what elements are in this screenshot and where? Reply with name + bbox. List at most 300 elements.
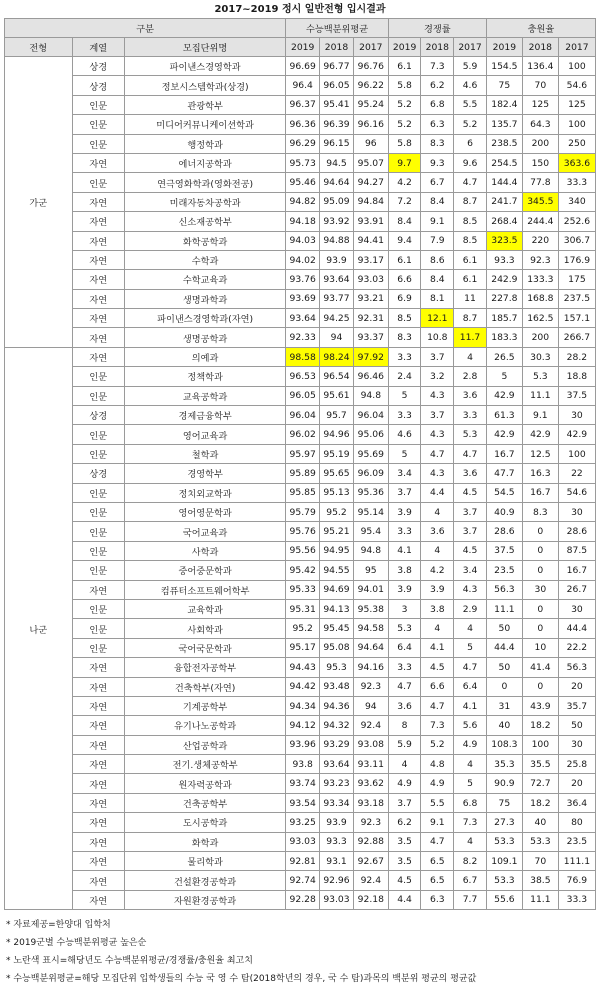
score-cell: 95.79: [286, 502, 320, 521]
footnote: * 노란색 표시=해당년도 수능백분위평균/경쟁률/충원율 최고치: [6, 956, 253, 967]
score-cell: 98.58: [286, 347, 320, 366]
category-cell: 인문: [72, 599, 124, 618]
score-cell: 94.34: [286, 696, 320, 715]
competition-cell: 4.7: [421, 832, 454, 851]
competition-cell: 5: [454, 638, 487, 657]
table-row: [5, 173, 596, 192]
fill-rate-cell: 5.3: [522, 367, 558, 386]
fill-rate-cell: 238.5: [486, 134, 522, 153]
header-fill-rate-group: 충원율: [486, 19, 595, 38]
fill-rate-cell: 50: [486, 658, 522, 677]
fill-rate-cell: 18.2: [522, 793, 558, 812]
competition-cell: 4.7: [454, 658, 487, 677]
fill-rate-cell: 47.7: [486, 464, 522, 483]
score-cell: 93.29: [320, 735, 354, 754]
score-cell: 93.92: [320, 212, 354, 231]
competition-cell: 4.6: [388, 425, 421, 444]
fill-rate-cell: 8.3: [522, 502, 558, 521]
competition-cell: 3.7: [388, 483, 421, 502]
fill-rate-cell: 200: [522, 328, 558, 347]
competition-cell: 4.7: [454, 444, 487, 463]
fill-rate-cell: 18.2: [522, 716, 558, 735]
fill-rate-cell: 30: [558, 502, 595, 521]
score-cell: 96.54: [320, 367, 354, 386]
competition-cell: 4.5: [388, 871, 421, 890]
unit-name-cell: 경제금융학부: [124, 406, 285, 425]
fill-rate-cell: 268.4: [486, 212, 522, 231]
fill-rate-cell: 42.9: [486, 386, 522, 405]
score-cell: 95.14: [353, 502, 388, 521]
competition-cell: 8.1: [421, 289, 454, 308]
competition-cell: 3.5: [388, 852, 421, 871]
competition-cell: 7.3: [454, 813, 487, 832]
fill-rate-cell: 70: [522, 76, 558, 95]
score-cell: 93.9: [320, 813, 354, 832]
category-cell: 상경: [72, 76, 124, 95]
category-cell: 자연: [72, 328, 124, 347]
score-cell: 93.03: [286, 832, 320, 851]
category-cell: 자연: [72, 852, 124, 871]
unit-name-cell: 신소재공학부: [124, 212, 285, 231]
fill-rate-cell: 363.6: [558, 153, 595, 172]
competition-cell: 5.5: [454, 95, 487, 114]
fill-rate-cell: 16.7: [486, 444, 522, 463]
competition-cell: 10.8: [421, 328, 454, 347]
score-cell: 93.23: [320, 774, 354, 793]
table-row: [5, 774, 596, 793]
fill-rate-cell: 92.3: [522, 250, 558, 269]
unit-name-cell: 물리학과: [124, 852, 285, 871]
unit-name-cell: 화학과: [124, 832, 285, 851]
fill-rate-cell: 250: [558, 134, 595, 153]
score-cell: 93.3: [320, 832, 354, 851]
category-cell: 자연: [72, 871, 124, 890]
category-cell: 자연: [72, 735, 124, 754]
fill-rate-cell: 36.4: [558, 793, 595, 812]
competition-cell: 8.7: [454, 192, 487, 211]
fill-rate-cell: 33.3: [558, 890, 595, 909]
competition-cell: 9.1: [421, 212, 454, 231]
fill-rate-cell: 35.7: [558, 696, 595, 715]
competition-cell: 6.3: [421, 115, 454, 134]
unit-name-cell: 국어교육과: [124, 522, 285, 541]
competition-cell: 8.4: [421, 270, 454, 289]
competition-cell: 3.3: [388, 658, 421, 677]
fill-rate-cell: 182.4: [486, 95, 522, 114]
competition-cell: 5.9: [388, 735, 421, 754]
category-cell: 인문: [72, 134, 124, 153]
fill-rate-cell: 38.5: [522, 871, 558, 890]
competition-cell: 6.9: [388, 289, 421, 308]
category-cell: 인문: [72, 638, 124, 657]
score-cell: 94.8: [353, 541, 388, 560]
unit-name-cell: 에너지공학과: [124, 153, 285, 172]
score-cell: 95.38: [353, 599, 388, 618]
score-cell: 94.42: [286, 677, 320, 696]
fill-rate-cell: 18.8: [558, 367, 595, 386]
competition-cell: 6.2: [421, 76, 454, 95]
competition-cell: 4.5: [454, 483, 487, 502]
competition-cell: 6.5: [421, 871, 454, 890]
fill-rate-cell: 5: [486, 367, 522, 386]
unit-name-cell: 건설환경공학과: [124, 871, 285, 890]
competition-cell: 2.4: [388, 367, 421, 386]
score-cell: 95.09: [320, 192, 354, 211]
unit-name-cell: 산업공학과: [124, 735, 285, 754]
category-cell: 자연: [72, 212, 124, 231]
score-cell: 94.36: [320, 696, 354, 715]
fill-rate-cell: 30: [522, 580, 558, 599]
competition-cell: 5.2: [454, 115, 487, 134]
fill-rate-cell: 237.5: [558, 289, 595, 308]
unit-name-cell: 사회학과: [124, 619, 285, 638]
score-cell: 96.05: [286, 386, 320, 405]
fill-rate-cell: 31: [486, 696, 522, 715]
score-cell: 93.25: [286, 813, 320, 832]
score-cell: 94.96: [320, 425, 354, 444]
category-cell: 인문: [72, 561, 124, 580]
competition-cell: 6.1: [388, 250, 421, 269]
unit-name-cell: 교육학과: [124, 599, 285, 618]
fill-rate-cell: 340: [558, 192, 595, 211]
fill-rate-cell: 76.9: [558, 871, 595, 890]
competition-cell: 9.6: [454, 153, 487, 172]
competition-cell: 6.8: [454, 793, 487, 812]
score-cell: 95.31: [286, 599, 320, 618]
table-row: [5, 541, 596, 560]
page-title: 2017~2019 정시 일반전형 입시결과: [214, 4, 386, 15]
score-cell: 94.13: [320, 599, 354, 618]
fill-rate-cell: 254.5: [486, 153, 522, 172]
fill-rate-cell: 56.3: [558, 658, 595, 677]
header-year: 2018: [421, 38, 454, 57]
competition-cell: 5.6: [454, 716, 487, 735]
table-row: [5, 231, 596, 250]
unit-name-cell: 생명과학과: [124, 289, 285, 308]
competition-cell: 3.7: [421, 406, 454, 425]
table-row: [5, 270, 596, 289]
category-cell: 자연: [72, 677, 124, 696]
score-cell: 95: [353, 561, 388, 580]
table-row: [5, 619, 596, 638]
competition-cell: 5.9: [454, 57, 487, 76]
score-cell: 94.18: [286, 212, 320, 231]
table-row: [5, 309, 596, 328]
competition-cell: 4.9: [388, 774, 421, 793]
score-cell: 96.15: [320, 134, 354, 153]
table-row: [5, 57, 596, 76]
fill-rate-cell: 9.1: [522, 406, 558, 425]
category-cell: 인문: [72, 541, 124, 560]
table-row: [5, 134, 596, 153]
table-row: [5, 406, 596, 425]
fill-rate-cell: 0: [522, 677, 558, 696]
competition-cell: 4.2: [421, 561, 454, 580]
header-score-group: 수능백분위평균: [286, 19, 388, 38]
competition-cell: 7.2: [388, 192, 421, 211]
score-cell: 93.03: [320, 890, 354, 909]
competition-cell: 6.2: [388, 813, 421, 832]
footnote: * 2019군별 수능백분위평균 높은순: [6, 938, 147, 949]
unit-name-cell: 기계공학부: [124, 696, 285, 715]
competition-cell: 8.7: [454, 309, 487, 328]
competition-cell: 5.2: [388, 115, 421, 134]
fill-rate-cell: 54.6: [558, 483, 595, 502]
table-row: [5, 890, 596, 909]
table-row: [5, 425, 596, 444]
score-cell: 95.4: [353, 522, 388, 541]
header-year: 2017: [558, 38, 595, 57]
fill-rate-cell: 30: [558, 599, 595, 618]
score-cell: 93.77: [320, 289, 354, 308]
fill-rate-cell: 54.6: [558, 76, 595, 95]
category-cell: 자연: [72, 832, 124, 851]
fill-rate-cell: 108.3: [486, 735, 522, 754]
fill-rate-cell: 100: [558, 57, 595, 76]
score-cell: 95.2: [320, 502, 354, 521]
score-cell: 93.74: [286, 774, 320, 793]
score-cell: 94.69: [320, 580, 354, 599]
fill-rate-cell: 252.6: [558, 212, 595, 231]
unit-name-cell: 관광학부: [124, 95, 285, 114]
score-cell: 93.48: [320, 677, 354, 696]
fill-rate-cell: 75: [486, 793, 522, 812]
table-row: [5, 599, 596, 618]
fill-rate-cell: 16.3: [522, 464, 558, 483]
fill-rate-cell: 133.3: [522, 270, 558, 289]
score-cell: 93.69: [286, 289, 320, 308]
score-cell: 93.17: [353, 250, 388, 269]
competition-cell: 3.5: [388, 832, 421, 851]
score-cell: 98.24: [320, 347, 354, 366]
unit-name-cell: 사학과: [124, 541, 285, 560]
fill-rate-cell: 28.6: [558, 522, 595, 541]
score-cell: 96.29: [286, 134, 320, 153]
competition-cell: 8.3: [388, 328, 421, 347]
category-cell: 자연: [72, 192, 124, 211]
score-cell: 95.45: [320, 619, 354, 638]
fill-rate-cell: 56.3: [486, 580, 522, 599]
table-row: [5, 696, 596, 715]
competition-cell: 3.7: [454, 522, 487, 541]
category-cell: 자연: [72, 716, 124, 735]
unit-name-cell: 건축공학부: [124, 793, 285, 812]
competition-cell: 2.9: [454, 599, 487, 618]
competition-cell: 4.5: [454, 541, 487, 560]
competition-cell: 4: [421, 619, 454, 638]
score-cell: 96.39: [320, 115, 354, 134]
unit-name-cell: 중어중문학과: [124, 561, 285, 580]
unit-name-cell: 정보시스템학과(상경): [124, 76, 285, 95]
competition-cell: 5.3: [388, 619, 421, 638]
competition-cell: 3.7: [421, 347, 454, 366]
fill-rate-cell: 55.6: [486, 890, 522, 909]
table-row: [5, 367, 596, 386]
score-cell: 93.64: [320, 270, 354, 289]
unit-name-cell: 철학과: [124, 444, 285, 463]
score-cell: 93.21: [353, 289, 388, 308]
fill-rate-cell: 0: [522, 561, 558, 580]
fill-rate-cell: 185.7: [486, 309, 522, 328]
competition-cell: 3.9: [388, 502, 421, 521]
unit-name-cell: 행정학과: [124, 134, 285, 153]
score-cell: 93.1: [320, 852, 354, 871]
fill-rate-cell: 90.9: [486, 774, 522, 793]
footnote: * 자료제공=한양대 입학처: [6, 920, 111, 931]
unit-name-cell: 국어국문학과: [124, 638, 285, 657]
score-cell: 95.08: [320, 638, 354, 657]
table-row: [5, 444, 596, 463]
competition-cell: 3.7: [388, 793, 421, 812]
table-row: [5, 522, 596, 541]
competition-cell: 4: [388, 755, 421, 774]
competition-cell: 5: [388, 444, 421, 463]
score-cell: 93.8: [286, 755, 320, 774]
fill-rate-cell: 125: [522, 95, 558, 114]
competition-cell: 7.7: [454, 890, 487, 909]
unit-name-cell: 생명공학과: [124, 328, 285, 347]
fill-rate-cell: 22: [558, 464, 595, 483]
unit-name-cell: 도시공학과: [124, 813, 285, 832]
competition-cell: 8.4: [388, 212, 421, 231]
score-cell: 93.18: [353, 793, 388, 812]
competition-cell: 4.9: [421, 774, 454, 793]
competition-cell: 4.7: [421, 696, 454, 715]
fill-rate-cell: 72.7: [522, 774, 558, 793]
category-cell: 자연: [72, 347, 124, 366]
unit-name-cell: 건축학부(자연): [124, 677, 285, 696]
competition-cell: 4.9: [454, 735, 487, 754]
competition-cell: 6.7: [454, 871, 487, 890]
table-row: [5, 289, 596, 308]
fill-rate-cell: 43.9: [522, 696, 558, 715]
score-cell: 94.43: [286, 658, 320, 677]
fill-rate-cell: 242.9: [486, 270, 522, 289]
score-cell: 97.92: [353, 347, 388, 366]
competition-cell: 8: [388, 716, 421, 735]
competition-cell: 9.4: [388, 231, 421, 250]
fill-rate-cell: 100: [558, 444, 595, 463]
fill-rate-cell: 42.9: [522, 425, 558, 444]
category-cell: 인문: [72, 483, 124, 502]
competition-cell: 4: [421, 502, 454, 521]
competition-cell: 9.3: [421, 153, 454, 172]
score-cell: 93.54: [286, 793, 320, 812]
competition-cell: 6.4: [388, 638, 421, 657]
competition-cell: 4.4: [388, 890, 421, 909]
competition-cell: 6.1: [454, 250, 487, 269]
fill-rate-cell: 135.7: [486, 115, 522, 134]
score-cell: 95.65: [320, 464, 354, 483]
score-cell: 95.41: [320, 95, 354, 114]
competition-cell: 4.7: [454, 173, 487, 192]
table-row: [5, 76, 596, 95]
unit-name-cell: 교육공학과: [124, 386, 285, 405]
table-row: [5, 464, 596, 483]
score-cell: 96.46: [353, 367, 388, 386]
competition-cell: 3.2: [421, 367, 454, 386]
fill-rate-cell: 323.5: [486, 231, 522, 250]
fill-rate-cell: 176.9: [558, 250, 595, 269]
score-cell: 93.96: [286, 735, 320, 754]
category-cell: 상경: [72, 406, 124, 425]
score-cell: 92.4: [353, 871, 388, 890]
competition-cell: 6.4: [454, 677, 487, 696]
competition-cell: 3.6: [388, 696, 421, 715]
competition-cell: 3.9: [421, 580, 454, 599]
header-year: 2019: [286, 38, 320, 57]
category-cell: 상경: [72, 464, 124, 483]
category-cell: 자연: [72, 309, 124, 328]
score-cell: 96.4: [286, 76, 320, 95]
table-row: [5, 502, 596, 521]
fill-rate-cell: 100: [522, 735, 558, 754]
competition-cell: 4: [454, 832, 487, 851]
competition-cell: 4.1: [421, 638, 454, 657]
score-cell: 92.81: [286, 852, 320, 871]
competition-cell: 3.3: [454, 406, 487, 425]
category-cell: 자연: [72, 813, 124, 832]
fill-rate-cell: 28.2: [558, 347, 595, 366]
score-cell: 94.25: [320, 309, 354, 328]
fill-rate-cell: 16.7: [522, 483, 558, 502]
score-cell: 94.88: [320, 231, 354, 250]
score-cell: 93.37: [353, 328, 388, 347]
fill-rate-cell: 28.6: [486, 522, 522, 541]
category-cell: 인문: [72, 522, 124, 541]
fill-rate-cell: 306.7: [558, 231, 595, 250]
table-row: [5, 483, 596, 502]
score-cell: 92.4: [353, 716, 388, 735]
score-cell: 95.19: [320, 444, 354, 463]
competition-cell: 2.8: [454, 367, 487, 386]
score-cell: 93.9: [320, 250, 354, 269]
fill-rate-cell: 220: [522, 231, 558, 250]
score-cell: 92.67: [353, 852, 388, 871]
competition-cell: 3.6: [421, 522, 454, 541]
table-row: [5, 677, 596, 696]
category-cell: 자연: [72, 250, 124, 269]
fill-rate-cell: 168.8: [522, 289, 558, 308]
fill-rate-cell: 136.4: [522, 57, 558, 76]
score-cell: 96.04: [286, 406, 320, 425]
competition-cell: 3.8: [388, 561, 421, 580]
category-cell: 인문: [72, 95, 124, 114]
table-row: [5, 813, 596, 832]
fill-rate-cell: 0: [522, 522, 558, 541]
fill-rate-cell: 87.5: [558, 541, 595, 560]
competition-cell: 4.3: [421, 464, 454, 483]
header-gyeyeol: 계열: [72, 38, 124, 57]
score-cell: 95.89: [286, 464, 320, 483]
score-cell: 95.85: [286, 483, 320, 502]
score-cell: 95.07: [353, 153, 388, 172]
score-cell: 96.04: [353, 406, 388, 425]
fill-rate-cell: 75: [486, 76, 522, 95]
fill-rate-cell: 11.1: [522, 890, 558, 909]
unit-name-cell: 의예과: [124, 347, 285, 366]
score-cell: 96.77: [320, 57, 354, 76]
table-row: [5, 755, 596, 774]
fill-rate-cell: 70: [522, 852, 558, 871]
unit-name-cell: 연극영화학과(영화전공): [124, 173, 285, 192]
unit-name-cell: 유기나노공학과: [124, 716, 285, 735]
score-cell: 94.64: [320, 173, 354, 192]
fill-rate-cell: 64.3: [522, 115, 558, 134]
competition-cell: 8.4: [421, 192, 454, 211]
score-cell: 94.02: [286, 250, 320, 269]
score-cell: 96.02: [286, 425, 320, 444]
